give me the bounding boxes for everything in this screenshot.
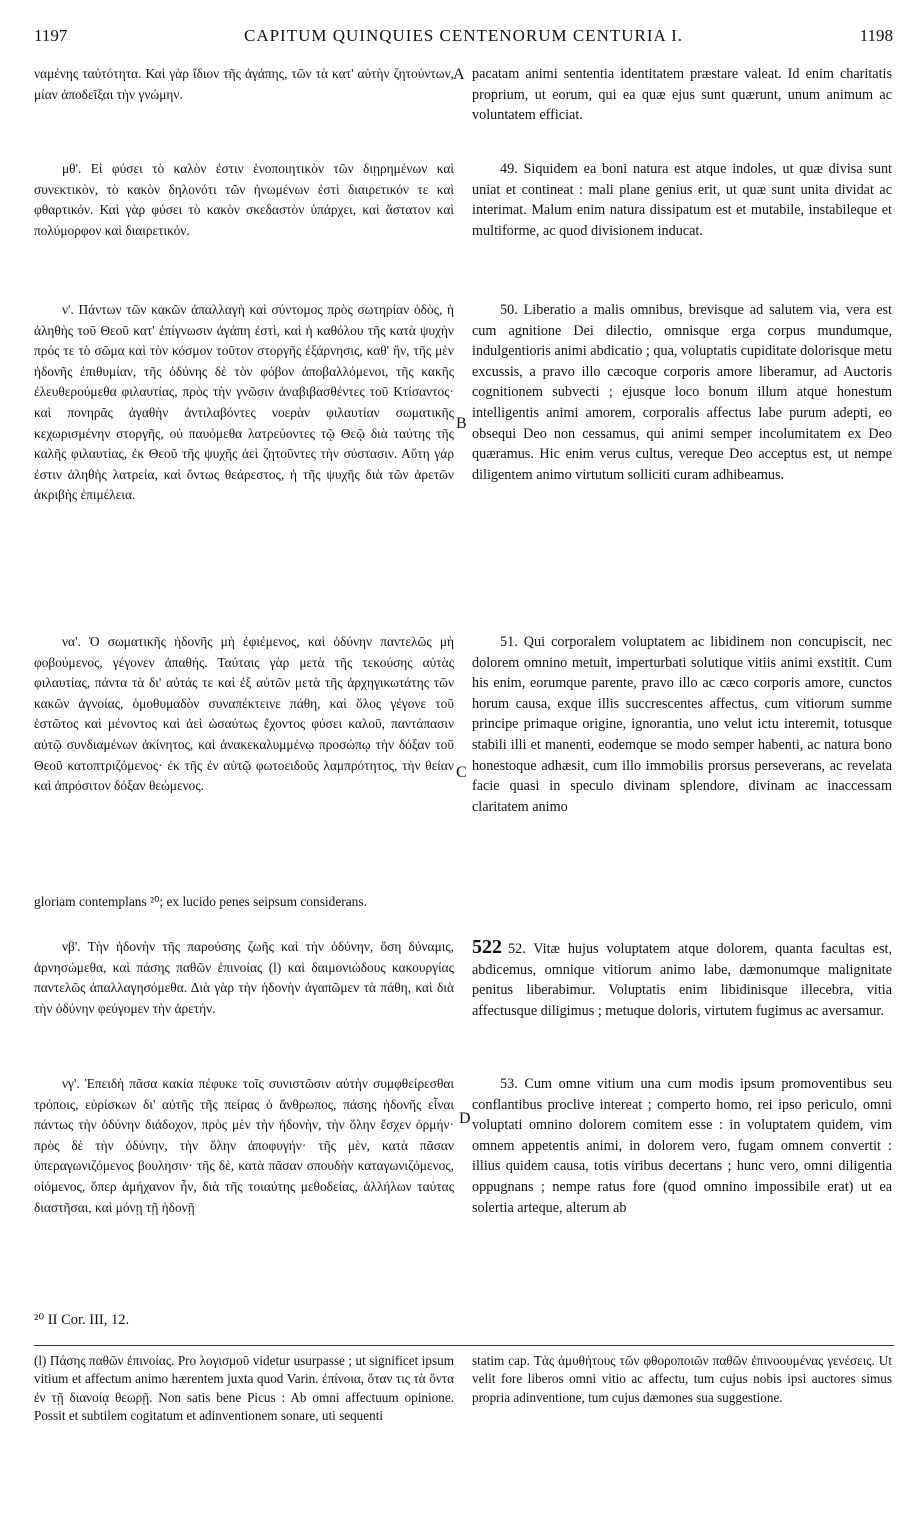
latin-chapter-52: [472, 937, 892, 1021]
greek-chapter-50: ν'. Πάντων τῶν κακῶν ἀπαλλαγὴ καὶ σύντομος πρὸς σωτηρίαν ὁδὸς, ἡ ἀληθὴς τοῦ Θεοῦ κατ' ἐπίγνωσιν ἀγάπη ἐστὶ, καὶ ἡ καθόλου τῆς κατὰ ψυχὴν πρός τε τὸ σῶμα καὶ τὸν κόσμον τοῦτον στοργῆς ἐξάρνησις, καθ' ἣν, τῆς μὲν ἡδονῆς ἐπιθυμίαν, τῆς ὀδύνης δὲ τὸν φόβον ἀποβαλλόμενοι, τῆς κακῆς ἐλευθερούμεθα φιλαυτίας, πρὸς τὴν γνῶσιν ἀναβιβασθέντες τοῦ Κτίσαντος· καὶ πονηρᾶς ἀγαθὴν ἀντιλαβόντες νοερὰν φιλαυτίαν σωματικῆς κεχωρισμένην στοργῆς, οὐ παυόμεθα λατρεύοντες τῷ Θεῷ διὰ ταύτης τῆς καλῆς φιλαυτίας, ἐκ Θεοῦ τῆς ψυχῆς ἀεὶ ζητοῦντες τὴν σύστασιν. Αὕτη γάρ ἐστιν ἀληθὴς λατρεία, καὶ ὄντως θεάρεστος, ἡ τῆς ψυχῆς διὰ τῶν ἀρετῶν ἀκριβὴς ἐπιμέλεια.: [34, 302, 454, 503]
column-number-marker: 522: [472, 936, 502, 958]
greek-paragraph: ναμένης ταὐτότητα. Καὶ γὰρ ἴδιον τῆς ἀγάπης, τῶν τὰ κατ' αὐτὴν ζητούντων, μίαν ἀποδεῖξαι τὴν γνώμην.: [34, 66, 454, 102]
note-l-continued: statim cap. Τὰς ἀμυθήτους τῶν φθοροποιῶν παθῶν ἐπινοουμένας γενέσεις. Ut velit fore liberos omni vitio ac affectu, tum cujus nobis ipsi auctores simus propria adinventione, tum cujus dæmones sua suggestione.: [472, 1353, 892, 1405]
note-l: (l) Πάσης παθῶν ἐπινοίας. Pro λογισμοῦ videtur usurpasse ; ut significet ipsum vitium et affectum animo hærentem juxta quod Varin. ἐπίνοια, ὅταν τις τὰ ὄντα ἐν τῇ διανοίᾳ θεωρῇ. Non satis bene Picus : Ab omni affectuum opinione. Possit et subtilem cogitatum et adinventionem sonare, uti sequenti: [34, 1353, 454, 1424]
greek-chapter-51: να'. Ὁ σωματικῆς ἡδονῆς μὴ ἐφιέμενος, καὶ ὀδύνην παντελῶς μὴ φοβούμενος, γέγονεν ἀπαθής. Ταύταις γὰρ μετὰ τῆς τεκούσης αὐτὰς φιλαυτίας, πάντα τὰ δι' αὐτάς τε καὶ ἐξ αὐτῶν μετὰ τῆς ἀρχηγικωτάτης τῶν κακῶν ἀγνοίας, ὁμοθυμαδὸν συναπέκτεινε πάθη, καὶ ὅλος γέγονε τοῦ ἑστῶτος καὶ μένοντος καὶ ἀεὶ ὡσαύτως ἔχοντος φύσει καλοῦ, παντάπασιν αὐτῷ συνδιαμένων ἀκίνητος, καὶ ἀνακεκαλυμμένῳ προσώπῳ τὴν δόξαν τοῦ Θεοῦ κατοπτριζόμενος· ἐκ τῆς ἐν αὐτῷ φωτοειδοῦς λαμπρότητος, τὴν θείαν καὶ ἀπρόσιτον δόξαν θεώμενος.: [34, 634, 454, 794]
scripture-footnote: ²⁰ II Cor. III, 12.: [34, 1312, 130, 1328]
page-header: [34, 26, 893, 54]
latin-chapter-52-text: 52. Vitæ hujus voluptatem atque dolorem, quanta facultas est, abdicemus, omnique vitiorum animo labe, dæmonumque malignitate penitus liberabimur. Voluptatis enim libidinisque illecebra, vitia affectusque diligimus ; metuque doloris, virtutem fugimus ac aversamur.: [472, 941, 892, 1019]
notes-left-column: [34, 1352, 454, 1426]
notes-right-column: [472, 1352, 892, 1407]
margin-letter-a: A: [453, 66, 465, 83]
latin-chapter-49: 49. Siquidem ea boni natura est atque indoles, ut quæ divisa sunt uniat et contineat : mali plane genius erit, ut quæ sunt unita dividat ac interimat. Malum enim natura dissipatum est et mutabile, instabileque et multiforme, ac quod divisionem inducat.: [472, 161, 892, 239]
greek-chapter-53: νγ'. Ἐπειδὴ πᾶσα κακία πέφυκε τοῖς συνιστῶσιν αὐτὴν συμφθείρεσθαι τρόποις, εὑρίσκων δι' αὐτῆς τῆς πείρας ὁ ἄνθρωπος, πάσης ἡδονῆς εἶναι πάντως τὴν ὀδύνην διάδοχον, πρὸς μὲν τὴν ἡδονὴν, τὴν ὅλην ἔσχεν ὁρμήν· πρὸς δὲ τὴν ὀδύνην, τὴν ὅλην ἀποφυγήν· τῆς μὲν, κατὰ πᾶσαν ὑπεραγωνιζόμενος βουλησιν· τῆς δὲ, κατὰ πᾶσαν σπουδὴν καταγωνιζόμενος, οἰόμενος, ὅπερ ἀμήχανον ἦν, διὰ τῆς τοιαύτης μεθοδείας, ἀλλήλων ταύτας διαστῆσαι, καὶ μόνῃ τῇ ἡδονῇ: [34, 1076, 454, 1215]
latin-chapter-50: 50. Liberatio a malis omnibus, brevisque ad salutem via, vera est cum agnitione Dei dilectio, omnisque erga corpus mundumque, indulgentioris animi abdicatio ; qua, voluptatis cupiditate dolorisque metu excussis, a pravo illo cæcoque corporis amore liberamur, ad Auctoris cognitionem subvecti ; ejusque loco bonum illum atque honestum intelligentis animi amorem, corporalis affectus labe purum adepti, eo obsequi Deo non cessamus, qui animi semper incolumitatem ex Deo quæramus. Hic enim verus cultus, vereque Deo acceptus est, ut nempe diligentem animo virtutum solliciti curam adhibeamus.: [472, 302, 892, 483]
right-page-number: 1198: [859, 26, 893, 45]
greek-chapter-52: νβ'. Τὴν ἡδονὴν τῆς παρούσης ζωῆς καὶ τὴν ὀδύνην, ὅση δύναμις, ἀρνησώμεθα, καὶ πάσης παθῶν ἐπινοίας (l) καὶ δαιμονιώδους κακουργίας παντελῶς ἀπαλλαγησόμεθα. Διὰ γὰρ τὴν ἡδονὴν ἀγαπῶμεν τὰ πάθη, καὶ διὰ τὴν ὀδύνην φεύγομεν τὴν ἀρετήν.: [34, 939, 454, 1016]
footnote-rule: [34, 1345, 894, 1346]
latin-chapter-53: 53. Cum omne vitium una cum modis ipsum promoventibus seu conflantibus proclive intereat ; comperto homo, rei ipso periculo, omni voluptati omnino dolorem comitem esse : in voluptatem quidem, vim omnem appetentis animi, in dolorem vero, fugam omnem convertit : illius quidem causa, totis viribus decertans ; hunc vero, omni diligentia oppugnans ; nempe ratus fore (quod omnino impossibile erat) ut ea solertia arteque, alterum ab: [472, 1076, 892, 1216]
margin-letter-c: C: [456, 764, 467, 781]
left-page-number: 1197: [34, 26, 68, 45]
margin-letter-b: B: [456, 415, 467, 432]
greek-chapter-51-latin-tail: gloriam contemplans ²⁰; ex lucido penes seipsum considerans.: [34, 894, 367, 909]
margin-letter-d: D: [459, 1110, 471, 1127]
latin-chapter-51: 51. Qui corporalem voluptatem ac libidinem non concupiscit, nec dolorem omnino metuit, imperturbati solutique vitiis animi exstitit. Cum his enim, eorumque parente, pravo illo ac cæco corporis amore, cunctos horum causa, exque illis succrescentes affectus, cum vitiorum summe principe primaque origine, ignorantia, uno velut ictu interemit, totusque stabili illi et manenti, eodemque se modo semper habenti, ac natura bono honestoque adhæsit, cum illo immobilis prorsus perseverans, ac revelata facie quasi in speculo divinam splendore, divinam ac inaccessam claritatem animo: [472, 634, 892, 815]
latin-paragraph: pacatam animi sententia identitatem præstare valeat. Id enim charitatis proprium, ut eorum, qui ea quæ ejus sunt quærunt, unum animum ac voluntatem efficiat.: [472, 66, 892, 124]
running-title: CAPITUM QUINQUIES CENTENORUM CENTURIA I.: [243, 26, 684, 45]
greek-chapter-49: μθ'. Εἰ φύσει τὸ καλὸν ἐστιν ἑνοποιητικὸν τῶν διῃρημένων καὶ συνεκτικὸν, τὸ κακὸν δηλονότι τῶν ἡνωμένων ἐστὶ διαιρετικόν τε καὶ φθαρτικόν. Καὶ γὰρ φύσει τὸ κακὸν σκεδαστὸν ὑπάρχει, καὶ ἄστατον καὶ πολύμορφον καὶ διαιρετικόν.: [34, 161, 454, 238]
